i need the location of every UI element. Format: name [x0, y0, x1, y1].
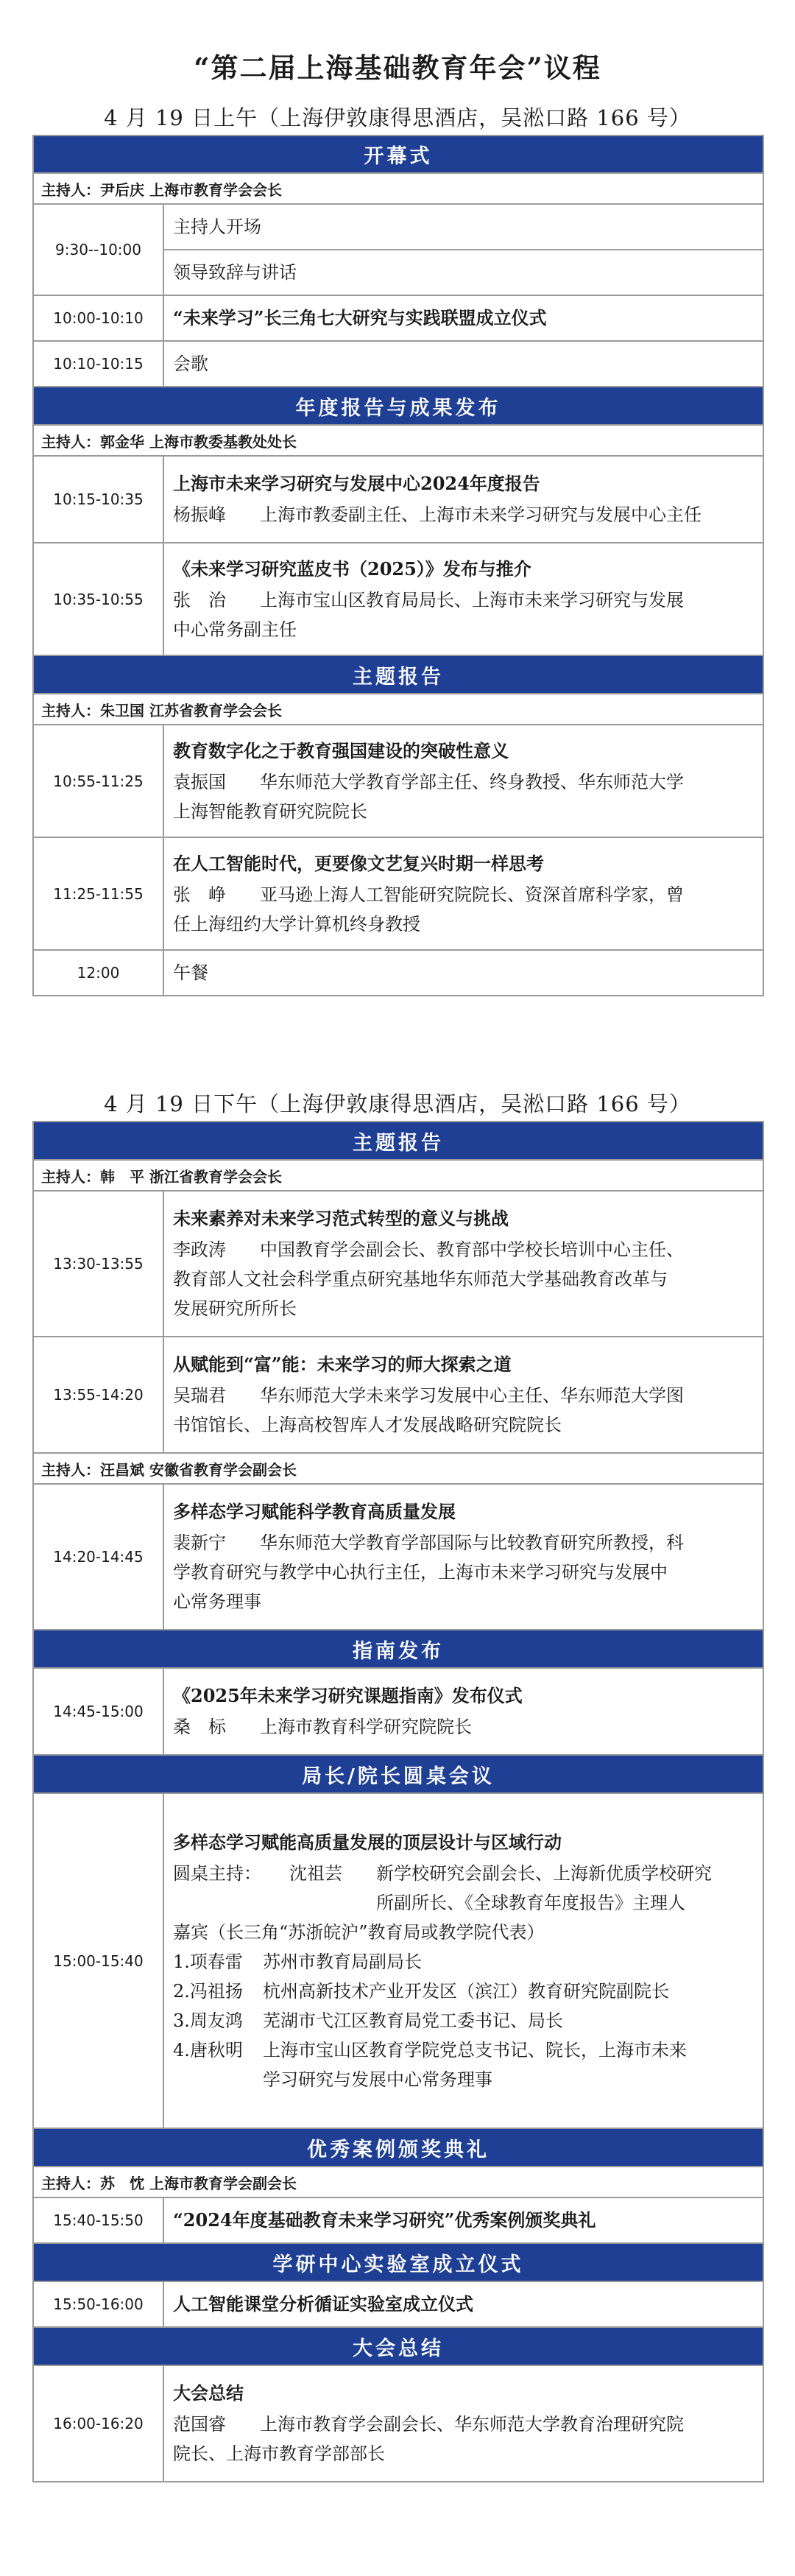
agenda-row — [33, 1668, 763, 1755]
time-cell: 14:45-15:00 — [33, 1668, 163, 1755]
speaker-title: 上海市教育科学研究院院长 — [260, 1717, 472, 1737]
agenda-row — [33, 1191, 763, 1337]
speaker — [173, 1387, 757, 1404]
agenda-topic: 《未来学习研究蓝皮书（2025）》发布与推介 — [173, 557, 531, 580]
time-cell: 15:50-16:00 — [33, 2281, 163, 2327]
speaker-title-cont: 院长、上海市教育学部部长 — [173, 2443, 385, 2464]
time-cell: 12:00 — [33, 950, 163, 996]
agenda-row — [33, 950, 763, 996]
speaker-title-cont: 中心常务副主任 — [173, 619, 297, 640]
roundtable-host-name: 沈祖芸 — [289, 1862, 342, 1884]
speaker-name: 张 治 — [173, 589, 226, 610]
speaker — [173, 2415, 757, 2433]
speaker-name: 李政涛 — [173, 1239, 226, 1260]
agenda-topic: 《2025年未来学习研究课题指南》发布仪式 — [173, 1685, 523, 1706]
guest-title-cont: 学习研究与发展中心常务理事 — [263, 2069, 492, 2090]
speaker-title-cont: 学教育研究与教学中心执行主任，上海市未来学习研究与发展中 — [173, 1562, 668, 1583]
speaker-name: 吴瑞君 — [173, 1385, 226, 1406]
speaker-title: 华东师范大学教育学部主任、终身教授、华东师范大学 — [260, 771, 684, 792]
speaker-title: 亚马逊上海人工智能研究院院长、资深首席科学家，曾 — [260, 884, 684, 905]
guest-name: 4.唐秋明 — [173, 2039, 243, 2061]
host-row-award: 主持人：苏 忱 上海市教育学会副会长 — [33, 2167, 763, 2197]
time-cell: 10:15-10:35 — [33, 456, 163, 543]
section-keynote-am: 主题报告 — [33, 655, 763, 694]
agenda-row — [33, 837, 763, 950]
time-cell: 14:20-14:45 — [33, 1484, 163, 1630]
agenda-topic: 在人工智能时代，更要像文艺复兴时期一样思考 — [173, 852, 544, 874]
time-cell: 15:40-15:50 — [33, 2197, 163, 2243]
guest-title: 杭州高新技术产业开发区（滨江）教育研究院副院长 — [263, 1980, 669, 2002]
page-title: “第二届上海基础教育年会”议程 — [194, 52, 601, 84]
section-opening: 开幕式 — [33, 136, 763, 173]
agenda-row — [33, 2281, 763, 2327]
time-cell: 10:35-10:55 — [33, 543, 163, 655]
speaker-title-cont: 教育部人文社会科学重点研究基地华东师范大学基础教育改革与 — [173, 1269, 668, 1289]
guest — [173, 2012, 757, 2030]
morning-agenda-table — [32, 135, 764, 996]
speaker — [173, 1534, 757, 1552]
guest-name: 1.项春雷 — [173, 1951, 243, 1972]
speaker-title: 上海市教育学会副会长、华东师范大学教育治理研究院 — [260, 2414, 684, 2435]
speaker — [173, 506, 757, 524]
agenda-topic: “未来学习”长三角七大研究与实践联盟成立仪式 — [163, 295, 763, 341]
guest — [173, 1982, 757, 2000]
guest — [173, 2041, 757, 2059]
host-row-annual: 主持人：郭金华 上海市教委基教处处长 — [33, 425, 763, 456]
roundtable-host-title: 新学校研究会副会长、上海新优质学校研究 — [376, 1862, 712, 1884]
section-award: 优秀案例颁奖典礼 — [33, 2128, 763, 2167]
agenda-topic: 大会总结 — [173, 2382, 244, 2404]
agenda-row — [33, 1793, 763, 2128]
speaker — [173, 1718, 757, 1736]
speaker-title-cont: 上海智能教育研究院院长 — [173, 800, 367, 822]
section-keynote-pm: 主题报告 — [33, 1122, 763, 1160]
speaker-name: 范国睿 — [173, 2414, 226, 2435]
time-cell: 11:25-11:55 — [33, 837, 163, 950]
speaker-title: 华东师范大学教育学部国际与比较教育研究所教授，科 — [260, 1532, 684, 1553]
time-cell: 15:00-15:40 — [33, 1793, 163, 2128]
agenda-row — [33, 1484, 763, 1630]
time-cell: 13:55-14:20 — [33, 1337, 163, 1453]
agenda-item: 领导致辞与讲话 — [163, 250, 763, 295]
agenda-row — [33, 204, 763, 250]
host-row-keynote-pm: 主持人：韩 平 浙江省教育学会会长 — [33, 1160, 763, 1191]
speaker — [173, 773, 757, 791]
roundtable-host-label: 圆桌主持： — [173, 1862, 261, 1884]
guest-name: 2.冯祖扬 — [173, 1980, 243, 2002]
speaker — [173, 1241, 757, 1259]
time-cell: 10:00-10:10 — [33, 295, 163, 341]
agenda-row — [33, 456, 763, 543]
time-cell: 13:30-13:55 — [33, 1191, 163, 1337]
afternoon-agenda-table — [32, 1121, 764, 2482]
agenda-topic: 未来素养对未来学习范式转型的意义与挑战 — [173, 1208, 509, 1229]
guest-title: 苏州市教育局副局长 — [263, 1951, 422, 1972]
agenda-row — [33, 341, 763, 387]
speaker-title-cont: 书馆馆长、上海高校智库人才发展战略研究院院长 — [173, 1415, 562, 1435]
agenda-topic: 教育数字化之于教育强国建设的突破性意义 — [173, 739, 509, 761]
speaker-title: 华东师范大学未来学习发展中心主任、华东师范大学图 — [260, 1385, 684, 1406]
host-row-keynote-pm-2: 主持人：汪昌斌 安徽省教育学会副会长 — [33, 1453, 763, 1484]
speaker-title-cont: 发展研究所所长 — [173, 1298, 297, 1319]
speaker-name: 袁振国 — [173, 771, 226, 792]
agenda-row — [33, 725, 763, 837]
speaker-title-cont: 心常务理事 — [173, 1591, 261, 1612]
speaker — [173, 591, 757, 609]
guest-title: 芜湖市弋江区教育局党工委书记、局长 — [263, 2010, 563, 2031]
section-lab-opening: 学研中心实验室成立仪式 — [33, 2243, 763, 2281]
guest-title: 上海市宝山区教育学院党总支书记、院长，上海市未来 — [263, 2039, 687, 2061]
agenda-topic: 人工智能课堂分析循证实验室成立仪式 — [163, 2281, 763, 2327]
host-row-keynote-am: 主持人：朱卫国 江苏省教育学会会长 — [33, 694, 763, 725]
speaker-name: 桑 标 — [173, 1717, 226, 1737]
time-cell: 10:55-11:25 — [33, 725, 163, 837]
roundtable-host — [173, 1862, 757, 1884]
speaker-name: 张 峥 — [173, 884, 226, 905]
speaker-name: 杨振峰 — [173, 504, 226, 525]
agenda-item: 主持人开场 — [163, 204, 763, 250]
guest-name: 3.周友鸿 — [173, 2010, 243, 2031]
speaker-title-cont: 任上海纽约大学计算机终身教授 — [173, 913, 420, 935]
agenda-row — [33, 295, 763, 341]
afternoon-session-header: 4 月 19 日下午（上海伊敦康得思酒店，吴淞口路 166 号） — [104, 1091, 691, 1116]
morning-session-header: 4 月 19 日上午（上海伊敦康得思酒店，吴淞口路 166 号） — [104, 105, 691, 130]
time-cell: 16:00-16:20 — [33, 2365, 163, 2482]
agenda-row — [33, 2197, 763, 2243]
agenda-topic: 上海市未来学习研究与发展中心2024年度报告 — [173, 473, 540, 494]
time-cell: 10:10-10:15 — [33, 341, 163, 387]
speaker — [173, 886, 757, 904]
roundtable-host-title-cont: 所副所长、《全球教育年度报告》主理人 — [376, 1892, 685, 1913]
guest — [173, 1953, 757, 1971]
agenda-topic: “2024年度基础教育未来学习研究”优秀案例颁奖典礼 — [163, 2197, 763, 2243]
speaker-title: 上海市宝山区教育局局长、上海市未来学习研究与发展 — [260, 589, 684, 610]
time-cell: 9:30--10:00 — [33, 204, 163, 295]
agenda-topic: 多样态学习赋能科学教育高质量发展 — [173, 1501, 456, 1522]
guests-heading: 嘉宾（长三角“苏浙皖沪”教育局或教学院代表） — [173, 1921, 545, 1943]
section-guide-release: 指南发布 — [33, 1630, 763, 1668]
agenda-row — [33, 543, 763, 655]
section-roundtable: 局长/院长圆桌会议 — [33, 1755, 763, 1793]
section-summary: 大会总结 — [33, 2327, 763, 2365]
section-annual-report: 年度报告与成果发布 — [33, 387, 763, 425]
speaker-name: 裴新宁 — [173, 1532, 226, 1553]
speaker-title: 上海市教委副主任、上海市未来学习研究与发展中心主任 — [260, 504, 702, 525]
agenda-item: 会歌 — [163, 341, 763, 387]
agenda-topic: 从赋能到“富”能：未来学习的师大探索之道 — [173, 1354, 512, 1375]
agenda-row — [33, 2365, 763, 2482]
agenda-topic: 多样态学习赋能高质量发展的顶层设计与区域行动 — [173, 1831, 562, 1853]
agenda-item: 午餐 — [163, 950, 763, 996]
agenda-row — [33, 1337, 763, 1453]
host-row-opening: 主持人：尹后庆 上海市教育学会会长 — [33, 173, 763, 204]
speaker-title: 中国教育学会副会长、教育部中学校长培训中心主任、 — [260, 1239, 684, 1260]
